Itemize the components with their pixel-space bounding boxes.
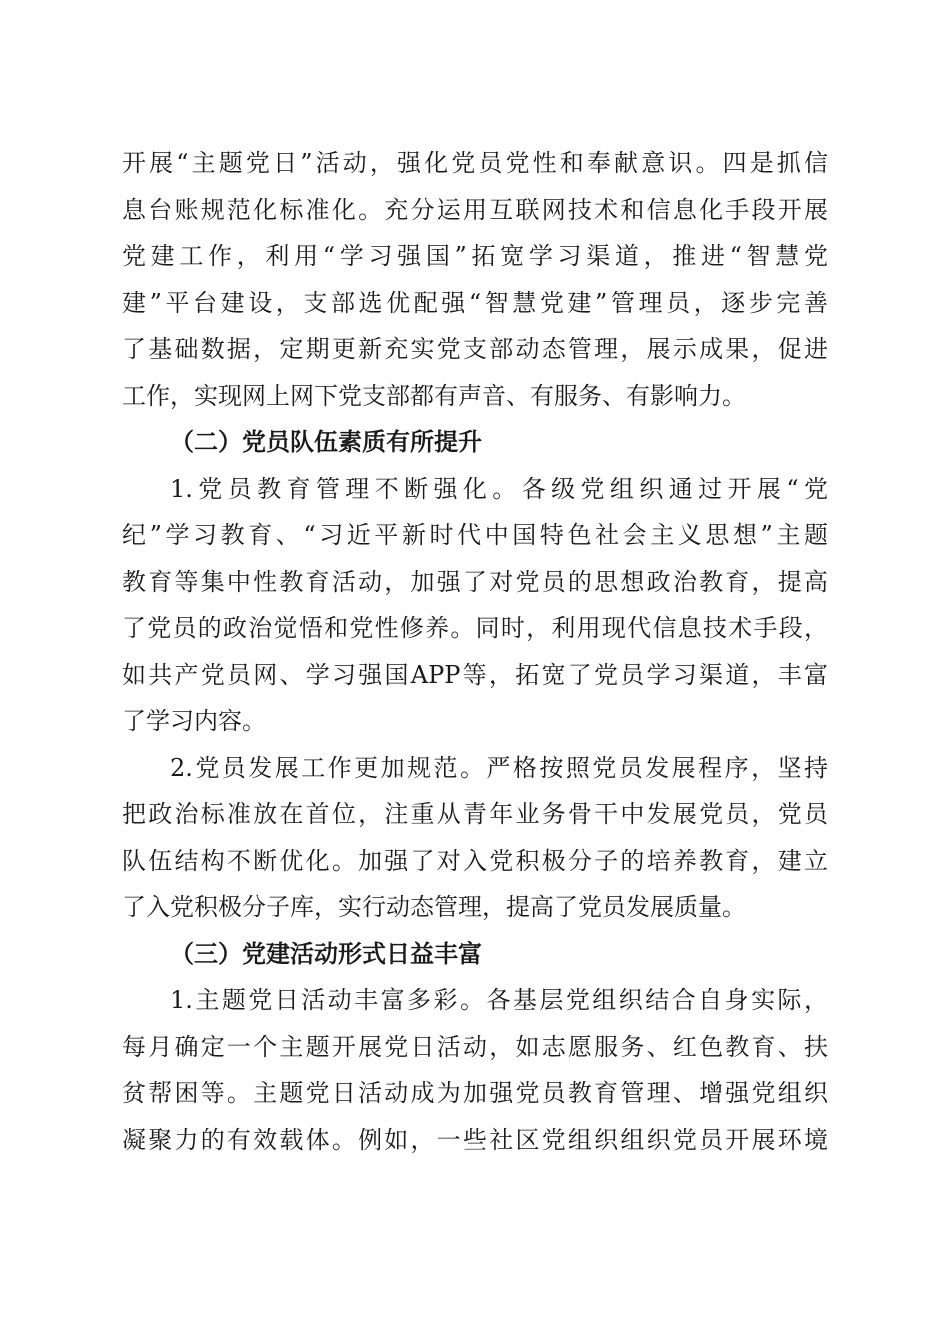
body-line: 队伍结构不断优化。加强了对入党积极分子的培养教育，建立 [122, 846, 828, 875]
section-heading: （三）党建活动形式日益丰富 [170, 938, 482, 968]
body-line: 把政治标准放在首位，注重从青年业务骨干中发展党员，党员 [122, 800, 828, 828]
body-line: 了党员的政治觉悟和党性修养。同时，利用现代信息技术手段， [122, 614, 828, 642]
body-line: 贫帮困等。主题党日活动成为加强党员教育管理、增强党组织 [122, 1079, 828, 1107]
body-line: 纪”学习教育、“习近平新时代中国特色社会主义思想”主题 [122, 521, 828, 549]
body-line: 息台账规范化标准化。充分运用互联网技术和信息化手段开展 [122, 195, 828, 224]
body-line: 2.党员发展工作更加规范。严格按照党员发展程序，坚持 [170, 753, 828, 782]
body-line: 凝聚力的有效载体。例如，一些社区党组织组织党员开展环境 [122, 1125, 828, 1154]
document-body [122, 140, 828, 1163]
body-line: 建”平台建设，支部选优配强“智慧党建”管理员，逐步完善 [122, 288, 828, 317]
body-line: 每月确定一个主题开展党日活动，如志愿服务、红色教育、扶 [122, 1032, 828, 1061]
body-line: 开展“主题党日”活动，强化党员党性和奉献意识。四是抓信 [122, 149, 828, 177]
body-line: 1.党员教育管理不断强化。各级党组织通过开展“党 [170, 474, 828, 503]
body-line: 党建工作，利用“学习强国”拓宽学习渠道，推进“智慧党 [122, 242, 828, 270]
body-line: 1.主题党日活动丰富多彩。各基层党组织结合自身实际， [170, 986, 828, 1014]
body-line: 如共产党员网、学习强国APP等，拓宽了党员学习渠道，丰富 [122, 660, 828, 689]
body-line: 了基础数据，定期更新充实党支部动态管理，展示成果，促进 [122, 335, 828, 363]
body-line: 了入党积极分子库，实行动态管理，提高了党员发展质量。 [122, 893, 746, 921]
body-line: 工作，实现网上网下党支部都有声音、有服务、有影响力。 [122, 381, 746, 410]
body-line: 教育等集中性教育活动，加强了对党员的思想政治教育，提高 [122, 567, 828, 596]
body-line: 了学习内容。 [122, 707, 266, 735]
section-heading: （二）党员队伍素质有所提升 [170, 427, 482, 456]
